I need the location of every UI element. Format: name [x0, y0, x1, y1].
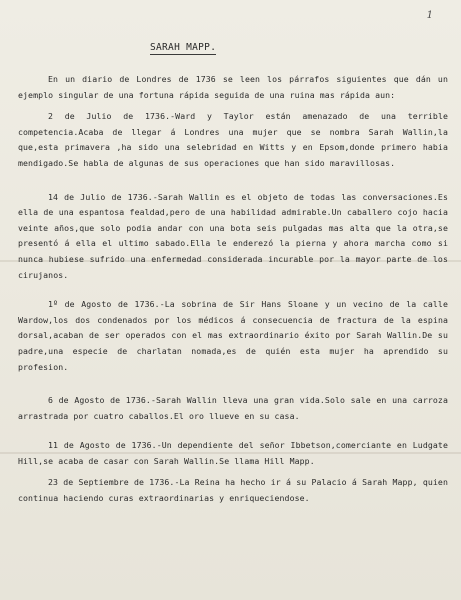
- document-body: [18, 72, 448, 507]
- paragraph-entry: 23 de Septiembre de 1736.-La Reina ha hecho ir á su Palacio á Sarah Mapp, quien continua haciendo curas extraordinarias y enriqueciendose.: [18, 477, 448, 504]
- paragraph-intro: En un diario de Londres de 1736 se leen los párrafos siguientes que dán un ejemplo singular de una fortuna rápida seguida de una ruina mas rápida aun:: [18, 74, 448, 100]
- paragraph-entry: 6 de Agosto de 1736.-Sarah Wallin lleva una gran vida.Solo sale en una carroza arrastrada por cuatro caballos.El oro llueve en su casa.: [18, 395, 448, 421]
- page-number: 1: [426, 10, 433, 21]
- paragraph-entry: 11 de Agosto de 1736.-Un dependiente del señor Ibbetson,comerciante en Ludgate Hill,se acaba de casar con Sarah Wallin.Se llama Hill Mapp.: [18, 440, 448, 466]
- paragraph-entry: 2 de Julio de 1736.-Ward y Taylor están amenazado de una terrible competencia.Acaba de llegar á Londres una mujer que se nombra Sarah Wallin,la que,esta primavera ,ha sido una selebridad en Witts y en Epsom,donde primero habia mendigado.Se habla de algunas de sus operaciones que han sido maravillosas.: [18, 111, 448, 168]
- paragraph-entry: 1º de Agosto de 1736.-La sobrina de Sir Hans Sloane y un vecino de la calle Wardow,los dos condenados por los médicos á consecuencia de fractura de la espina dorsal,acaban de ser operados con el mas extraordinario éxito por Sarah Wallin.De su padre,una especie de charlatan nomada,es de quién esta mujer ha aprendido su profesion.: [18, 299, 448, 372]
- document-title: SARAH MAPP.: [150, 42, 217, 53]
- paragraph-entry: 14 de Julio de 1736.-Sarah Wallin es el objeto de todas las conversaciones.Es ella de una espantosa fealdad,pero de una habilidad admirable.Un caballero cojo hacia veinte años,que solo podia andar con una bota seis pulgadas mas alta que la otra,se presentó á ella el ultimo sabado.Ella le enderezó la pierna y ahora marcha como si nunca hubiese sufrido una enfermedad considerada incurable por la mayor parte de los cirujanos.: [18, 191, 448, 280]
